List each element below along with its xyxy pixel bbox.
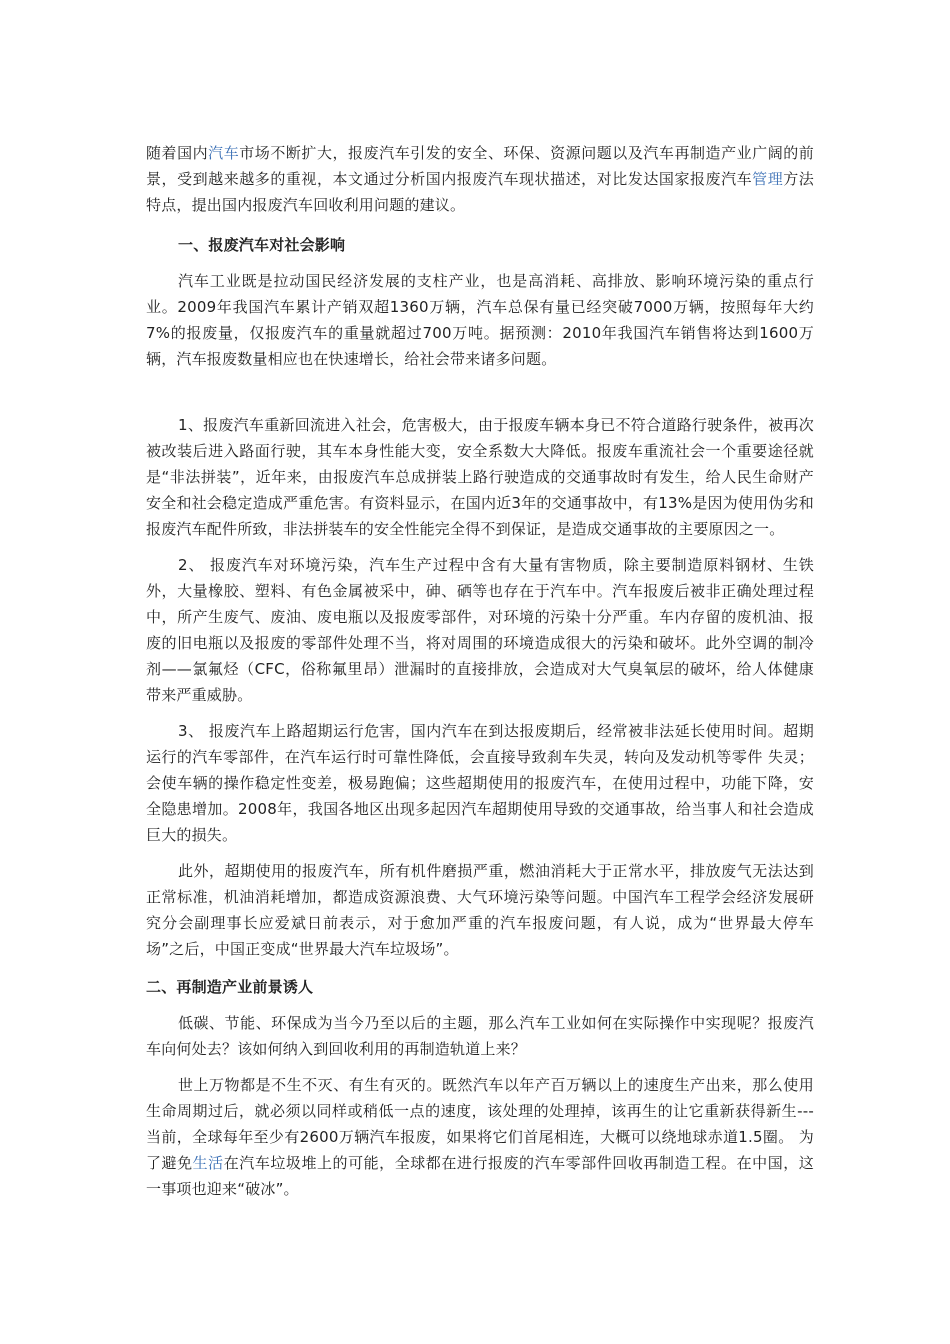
intro-text: 随着国内	[146, 144, 209, 162]
paragraph-text: 在汽车垃圾堆上的可能，全球都在进行报废的汽车零部件回收再制造工程。在中国，这一事项也迎来“破冰”。	[146, 1154, 815, 1198]
section2-paragraph-1: 低碳、节能、环保成为当今乃至以后的主题，那么汽车工业如何在实际操作中实现呢？报废汽车向何处去？该如何纳入到回收利用的再制造轨道上来？	[146, 1014, 814, 1058]
intro-text: 市场不断扩大，报废汽车引发的安全、环保、资源问题以及汽车再制造产业广阔的前景，受到越来越多的重视，本文通过分析国内报废汽车现状描述，对比发达国家报废汽车	[146, 144, 814, 188]
section2-heading: 二、再制造产业前景诱人	[146, 978, 314, 996]
section1-paragraph-4: 3、 报废汽车上路超期运行危害，国内汽车在到达报废期后，经常被非法延长使用时间。超期运行的汽车零部件，在汽车运行时可靠性降低，会直接导致刹车失灵，转向及发动机等零件 失灵；会使车辆的操作稳定性变差，极易跑偏；这些超期使用的报废汽车，在使用过程中，功能下降，安全隐患增加。2008年，我国各地区出现多起因汽车超期使用导致的交通事故，给当事人和社会造成巨大的损失。	[146, 722, 814, 844]
link-car[interactable]: 汽车	[208, 144, 240, 162]
section1-heading: 一、报废汽车对社会影响	[178, 236, 346, 254]
paragraph-text: 世上万物都是不生不灭、有生有灭的。既然汽车以年产百万辆以上的速度生产出来，那么使用生命周期过后，就必须以同样或稍低一点的速度，该处理的处理掉，该再生的让它重新获得新生---当前，全球每年至少有2600万辆汽车报废，如果将它们首尾相连，大概可以绕地球赤道1.5圈。 为了避免	[146, 1076, 814, 1172]
section1-paragraph-5: 此外，超期使用的报废汽车，所有机件磨损严重，燃油消耗大于正常水平，排放废气无法达到正常标准，机油消耗增加，都造成资源浪费、大气环境污染等问题。中国汽车工程学会经济发展研究分会副理事长应爱斌日前表示，对于愈加严重的汽车报废问题，有人说，成为“世界最大停车场”之后，中国正变成“世界最大汽车垃圾场”。	[146, 862, 814, 958]
article-body	[146, 140, 814, 1202]
section1-paragraph-2: 1、报废汽车重新回流进入社会，危害极大，由于报废车辆本身已不符合道路行驶条件，被再次被改装后进入路面行驶，其车本身性能大变，安全系数大大降低。报废车重流社会一个重要途径就是“非法拼装”，近年来，由报废汽车总成拼装上路行驶造成的交通事故时有发生，给人民生命财产安全和社会稳定造成严重危害。有资料显示，在国内近3年的交通事故中，有13%是因为使用伪劣和报废汽车配件所致，非法拼装车的安全性能完全得不到保证，是造成交通事故的主要原因之一。	[146, 416, 814, 538]
section1-paragraph-1: 汽车工业既是拉动国民经济发展的支柱产业，也是高消耗、高排放、影响环境污染的重点行业。2009年我国汽车累计产销双超1360万辆，汽车总保有量已经突破7000万辆，按照每年大约7%的报废量，仅报废汽车的重量就超过700万吨。据预测：2010年我国汽车销售将达到1600万辆，汽车报废数量相应也在快速增长，给社会带来诸多问题。	[146, 272, 814, 368]
link-management[interactable]: 管理	[752, 170, 784, 188]
intro-text: 方法特点，提出国内报废汽车回收利用问题的建议。	[146, 170, 814, 214]
section2-paragraph-2	[146, 1072, 814, 1202]
section1-paragraph-3: 2、 报废汽车对环境污染，汽车生产过程中含有大量有害物质，除主要制造原料钢材、生铁外，大量橡胶、塑料、有色金属被采中，砷、硒等也存在于汽车中。汽车报废后被非正确处理过程中，所产生废气、废油、废电瓶以及报废零部件，对环境的污染十分严重。车内存留的废机油、报废的旧电瓶以及报废的零部件处理不当，将对周围的环境造成很大的污染和破坏。此外空调的制冷剂——氯氟烃（CFC，俗称氟里昂）泄漏时的直接排放，会造成对大气臭氧层的破坏，给人体健康带来严重威胁。	[146, 556, 814, 704]
intro-paragraph	[146, 140, 814, 218]
link-life[interactable]: 生活	[192, 1154, 224, 1172]
